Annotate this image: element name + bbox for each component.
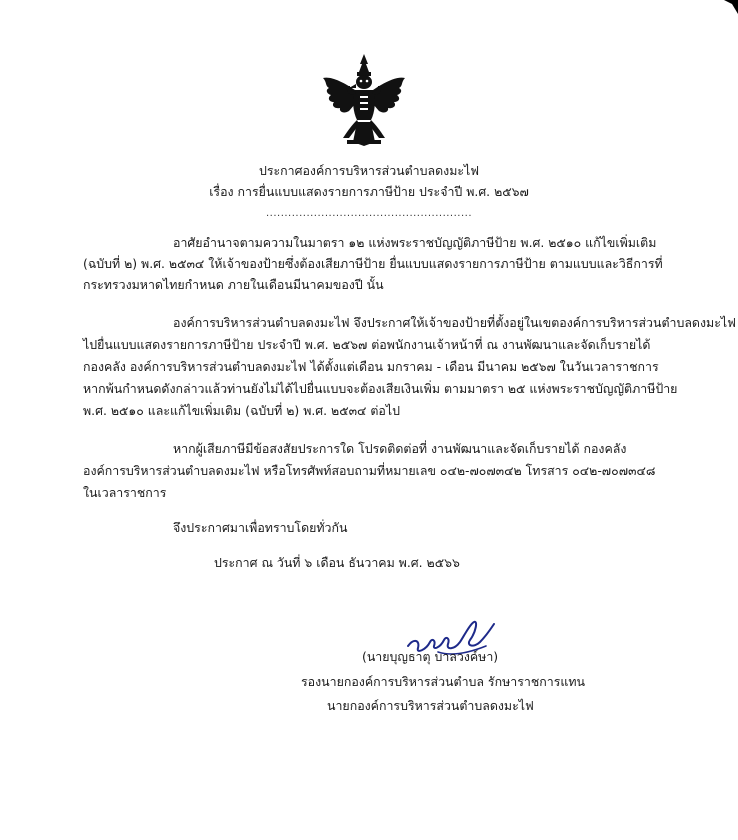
signatory-name: (นายบุญธาตุ บาลวงค์ษา) bbox=[362, 649, 499, 664]
paragraph-1-line-1: อาศัยอำนาจตามความในมาตรา ๑๒ แห่งพระราชบัญญัติภาษีป้าย พ.ศ. ๒๕๑๐ แก้ไขเพิ่มเติม bbox=[173, 235, 657, 250]
paragraph-2-line-3: กองคลัง องค์การบริหารส่วนตำบลดงมะไฟ ได้ตั้งแต่เดือน มกราคม - เดือน มีนาคม ๒๕๖๗ ในวันเวลาราชการ bbox=[83, 359, 659, 374]
closing-line: จึงประกาศมาเพื่อทราบโดยทั่วกัน bbox=[173, 520, 348, 535]
paragraph-2-line-1: องค์การบริหารส่วนตำบลดงมะไฟ จึงประกาศให้เจ้าของป้ายที่ตั้งอยู่ในเขตองค์การบริหารส่วนตำบลดงมะไฟ bbox=[173, 315, 736, 330]
paragraph-2-line-4: หากพ้นกำหนดดังกล่าวแล้วท่านยังไม่ได้ไปยื่นแบบจะต้องเสียเงินเพิ่ม ตามมาตรา ๒๕ แห่งพระราชบัญญัติภาษีป้าย bbox=[83, 381, 678, 396]
paragraph-3-line-1: หากผู้เสียภาษีมีข้อสงสัยประการใด โปรดติดต่อที่ งานพัฒนาและจัดเก็บรายได้ กองคลัง bbox=[173, 441, 627, 456]
signatory-position-2: นายกองค์การบริหารส่วนตำบลดงมะไฟ bbox=[327, 698, 534, 713]
paragraph-1-line-3: กระทรวงมหาดไทยกำหนด ภายในเดือนมีนาคมของปี นั้น bbox=[83, 277, 384, 292]
announcement-subject: เรื่อง การยื่นแบบแสดงรายการภาษีป้าย ประจำปี พ.ศ. ๒๕๖๗ bbox=[209, 184, 529, 199]
signatory-position-1: รองนายกองค์การบริหารส่วนตำบล รักษาราชการแทน bbox=[301, 674, 585, 689]
announcement-date: ประกาศ ณ วันที่ ๖ เดือน ธันวาคม พ.ศ. ๒๕๖๖ bbox=[214, 555, 460, 570]
title-separator: ........................................................ bbox=[265, 208, 472, 219]
paragraph-3-line-3: ในเวลาราชการ bbox=[83, 485, 167, 500]
garuda-emblem bbox=[319, 52, 409, 148]
paragraph-1-line-2: (ฉบับที่ ๒) พ.ศ. ๒๕๓๔ ให้เจ้าของป้ายซึ่งต้องเสียภาษีป้าย ยื่นแบบแสดงรายการภาษีป้าย ตามแบบและวิธีการที่ bbox=[83, 256, 663, 271]
paragraph-2-line-5: พ.ศ. ๒๕๑๐ และแก้ไขเพิ่มเติม (ฉบับที่ ๒) พ.ศ. ๒๕๓๔ ต่อไป bbox=[83, 403, 400, 418]
paragraph-3-line-2: องค์การบริหารส่วนตำบลดงมะไฟ หรือโทรศัพท์สอบถามที่หมายเลข ๐๔๒-๗๐๗๓๔๒ โทรสาร ๐๔๒-๗๐๗๓๔๘ bbox=[83, 463, 656, 478]
announcement-title: ประกาศองค์การบริหารส่วนตำบลดงมะไฟ bbox=[258, 163, 480, 178]
corner-mark bbox=[724, 0, 738, 14]
paragraph-2-line-2: ไปยื่นแบบแสดงรายการภาษีป้าย ประจำปี พ.ศ. ๒๕๖๗ ต่อพนักงานเจ้าหน้าที่ ณ งานพัฒนาและจัดเก็บรายได้ bbox=[83, 337, 651, 352]
